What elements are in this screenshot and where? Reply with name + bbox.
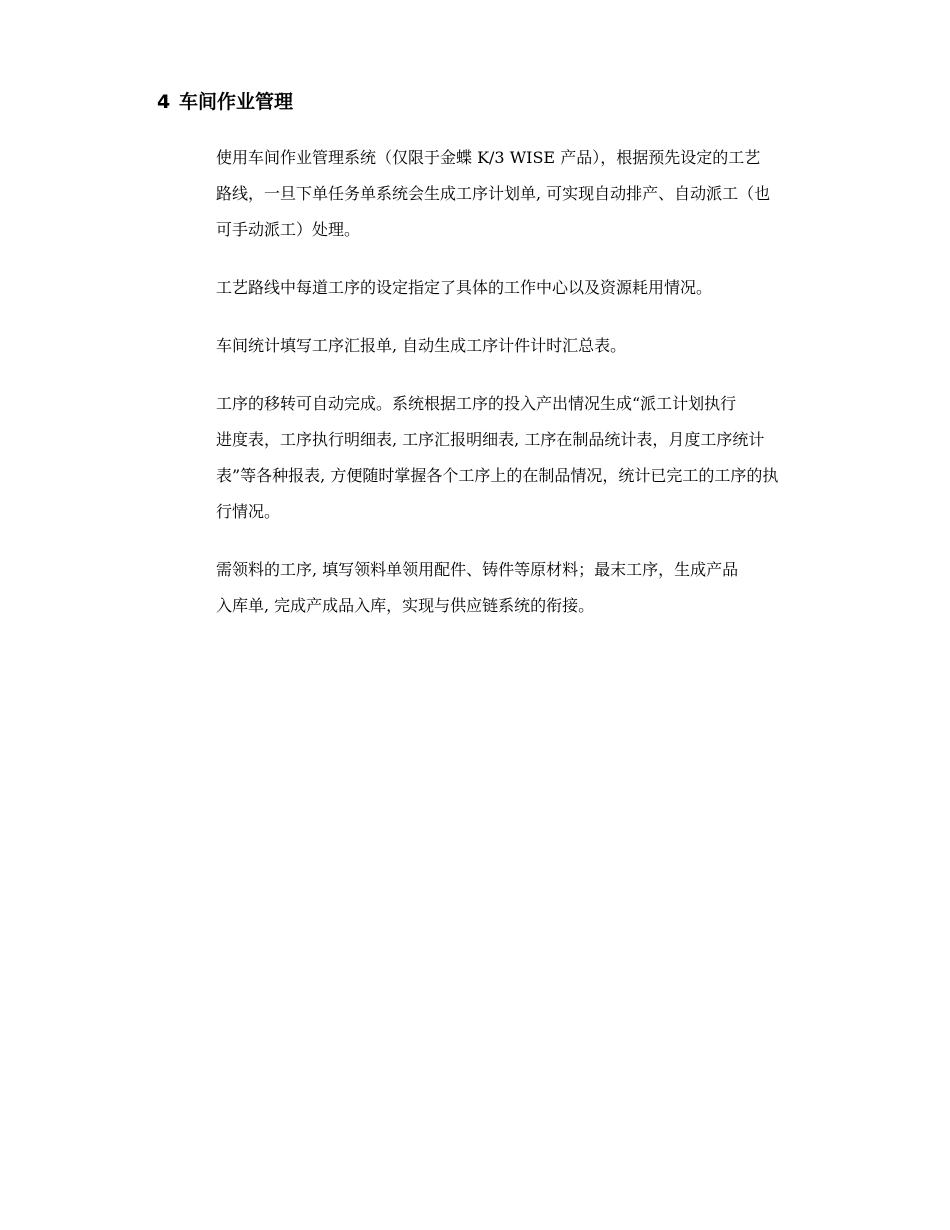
text-line: 工艺路线中每道工序的设定指定了具体的工作中心以及资源耗用情况。: [216, 278, 713, 297]
section-body: [179, 140, 839, 646]
paragraph-transfer-reports: [179, 386, 839, 530]
section-number: 4: [157, 91, 171, 113]
paragraph-materials: [179, 552, 839, 624]
text-line: 工序的移转可自动完成。系统根据工序的投入产出情况生成“派工计划执行: [216, 394, 737, 413]
text-line: 入库单, 完成产成品入库，实现与供应链系统的衔接。: [216, 596, 595, 615]
text-line: 表”等各种报表, 方便随时掌握各个工序上的在制品情况，统计已完工的工序的执: [216, 466, 779, 485]
paragraph-statistics: [179, 328, 839, 364]
text-line: 需领料的工序, 填写领料单领用配件、铸件等原材料；最末工序，生成产品: [216, 560, 739, 579]
text-line: 行情况。: [216, 502, 281, 521]
section-heading: [157, 89, 293, 115]
text-line: 进度表，工序执行明细表, 工序汇报明细表, 工序在制品统计表，月度工序统计: [216, 430, 765, 449]
paragraph-routing: [179, 270, 839, 306]
section-title: 车间作业管理: [179, 91, 294, 113]
text-line: 路线，一旦下单任务单系统会生成工序计划单, 可实现自动排产、自动派工（也: [216, 184, 771, 203]
paragraph-workshop-system: [179, 140, 839, 248]
text-line: 可手动派工）处理。: [216, 220, 361, 239]
text-line: 使用车间作业管理系统（仅限于金蝶 K/3 WISE 产品），根据预先设定的工艺: [216, 148, 761, 167]
text-line: 车间统计填写工序汇报单, 自动生成工序计件计时汇总表。: [216, 336, 627, 355]
